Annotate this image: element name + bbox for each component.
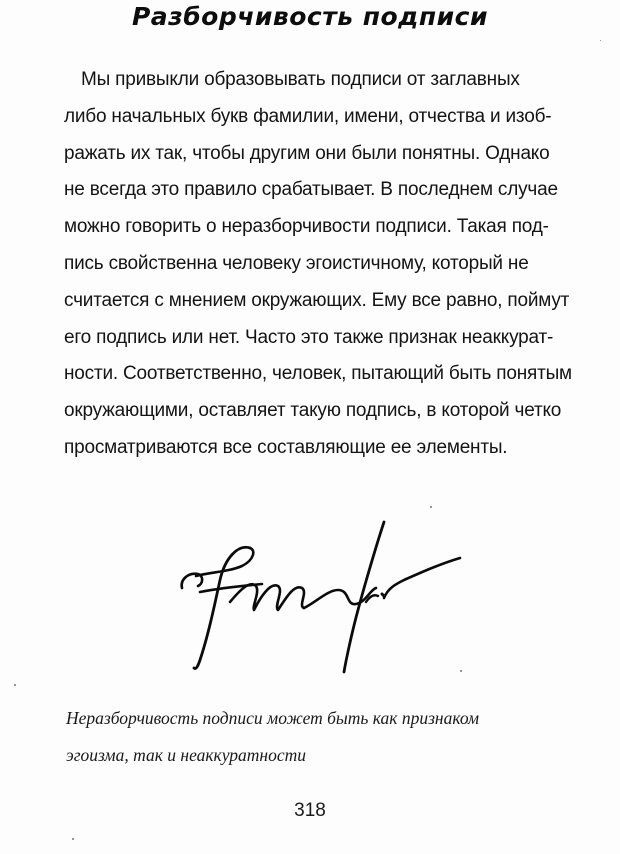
caption-line: эгоизма, так и неаккуратности [66, 745, 306, 765]
paragraph-line: Мы привыкли образовывать подписи от заглавных [81, 69, 520, 90]
paragraph-line: его подпись или нет. Часто это также признак неаккурат- [64, 326, 554, 348]
paragraph-line: пись свойственна человеку эгоистичному, который не [64, 252, 529, 274]
caption-line: Неразборчивость подписи может быть как признаком [66, 708, 480, 728]
paragraph-line: просматриваются все составляющие ее элементы. [64, 436, 508, 458]
page-number: 318 [294, 800, 326, 821]
paragraph-line: можно говорить о неразборчивости подписи. Такая под- [64, 216, 549, 238]
paragraph-line: не всегда это правило срабатывает. В последнем случае [64, 179, 558, 201]
paragraph-line: считается с мнением окружающих. Ему все равно, поймут [64, 289, 570, 311]
scan-speck [460, 670, 462, 672]
paragraph-line: либо начальных букв фамилии, имени, отчества и изоб- [64, 105, 552, 127]
paragraph-line: ности. Соответственно, человек, пытающий быть понятым [64, 363, 572, 385]
paragraph-line: окружающими, оставляет такую подпись, в которой четко [64, 400, 562, 422]
paragraph-line: ражать их так, чтобы другим они были понятны. Однако [64, 142, 550, 164]
body-paragraph [64, 62, 594, 467]
signature-caption [66, 700, 606, 774]
scan-speck [14, 684, 16, 686]
signature-illustration [170, 510, 470, 680]
scan-speck [600, 40, 601, 41]
section-title: Разборчивость подписи [131, 2, 488, 31]
scan-speck [430, 506, 432, 508]
scan-speck [72, 838, 74, 840]
